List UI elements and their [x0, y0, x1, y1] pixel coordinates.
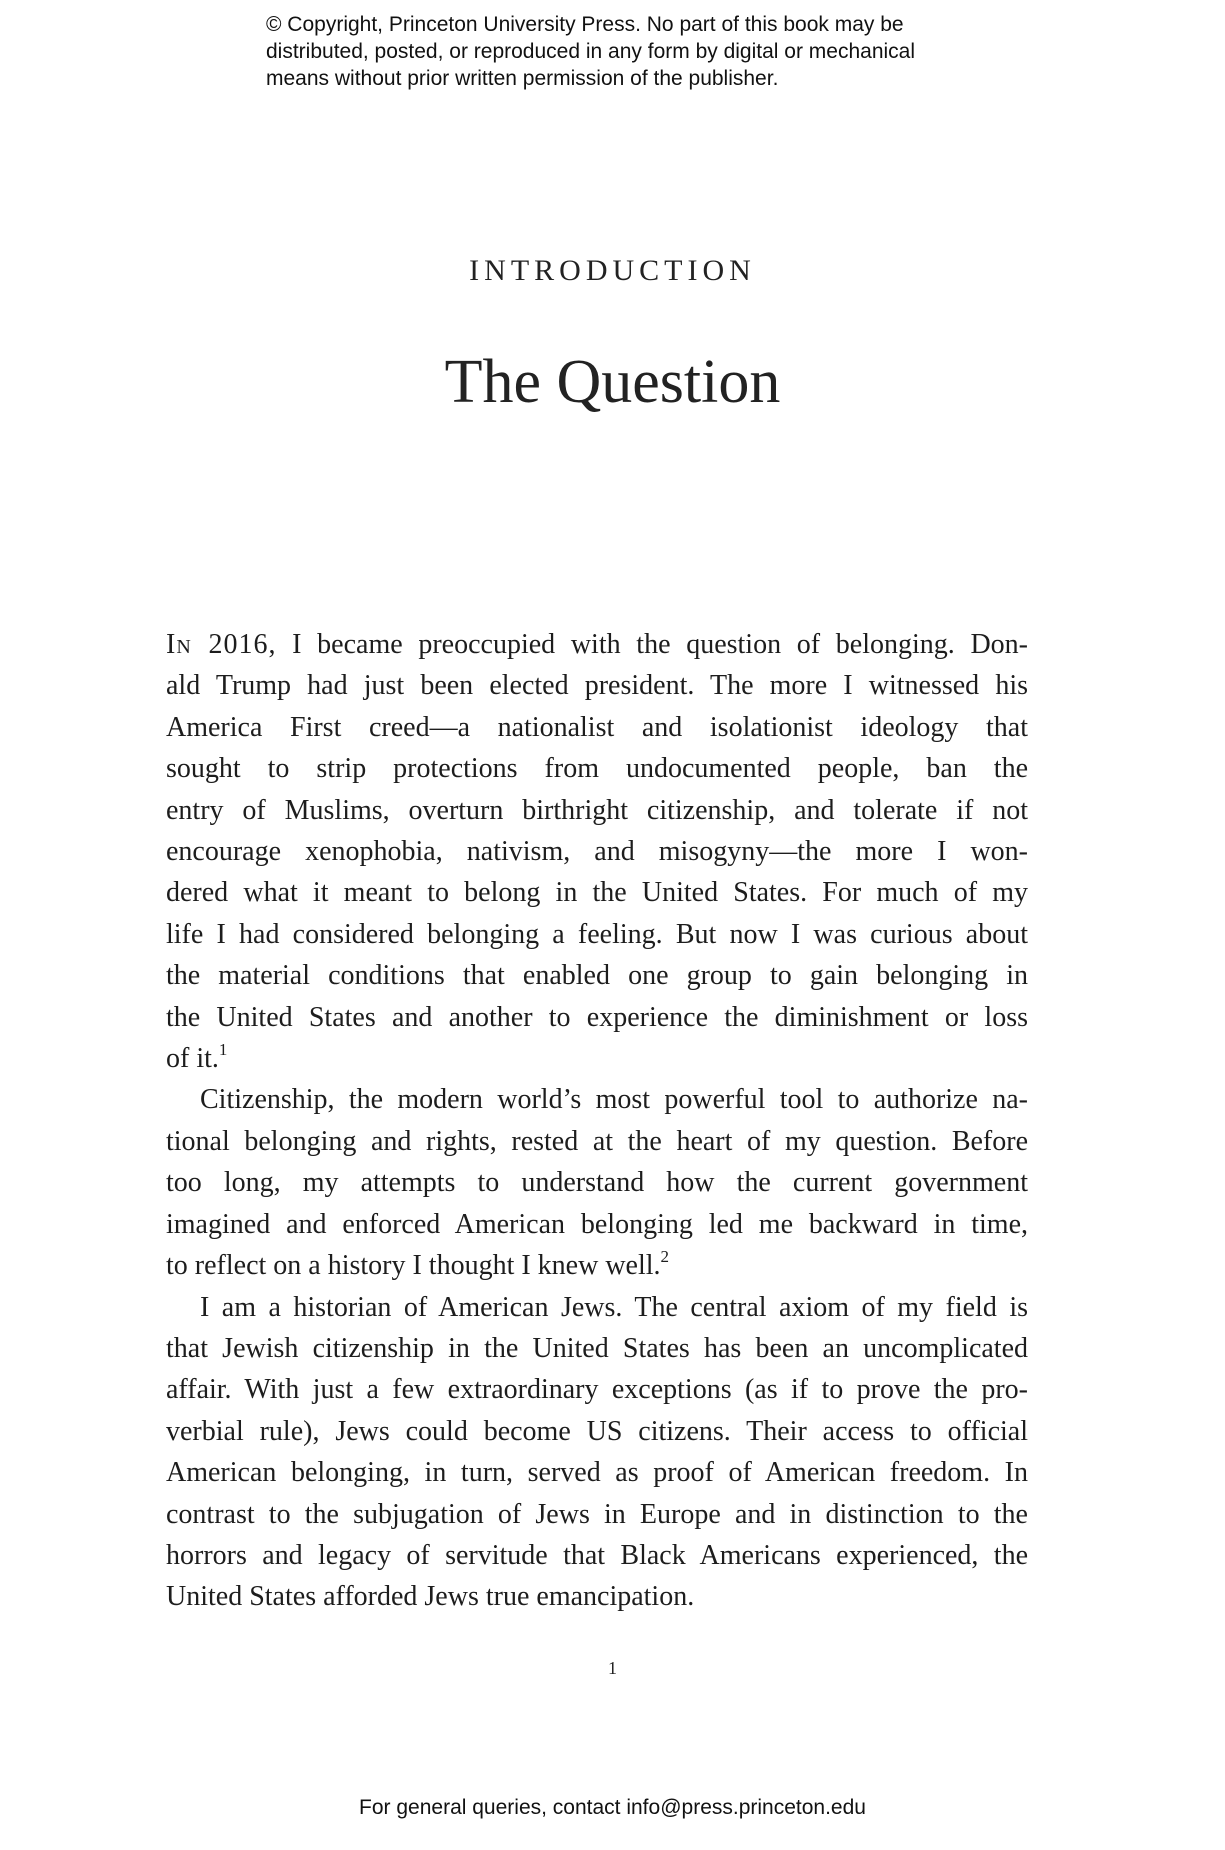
paragraph-2 — [166, 1079, 1028, 1286]
body-text — [166, 624, 1028, 1618]
copyright-notice — [266, 11, 1026, 92]
text-line: ald Trump had just been elected president. The more I witnessed his — [166, 670, 1028, 702]
text-line: the United States and another to experience the diminishment or loss — [166, 1001, 1028, 1033]
text-line: sought to strip protections from undocumented people, ban the — [166, 753, 1028, 785]
text-line: too long, my attempts to understand how the current government — [166, 1167, 1028, 1199]
copyright-line: © Copyright, Princeton University Press. No part of this book may be — [266, 13, 904, 36]
text-line: entry of Muslims, overturn birthright citizenship, and tolerate if not — [166, 794, 1028, 826]
text-run: to reflect on a history I thought I knew well. — [166, 1250, 661, 1282]
text-line: Citizenship, the modern world’s most powerful tool to authorize na- — [200, 1084, 1028, 1116]
text-run: of it. — [166, 1043, 219, 1075]
lead-in: In 2016, — [166, 629, 277, 660]
text-line: American belonging, in turn, served as proof of American freedom. In — [166, 1457, 1028, 1489]
text-line: contrast to the subjugation of Jews in Europe and in distinction to the — [166, 1498, 1028, 1530]
chapter-title: The Question — [444, 348, 781, 416]
text-line: I am a historian of American Jews. The central axiom of my field is — [200, 1291, 1028, 1323]
footnote-ref[interactable]: 1 — [218, 1040, 228, 1060]
text-line: that Jewish citizenship in the United States has been an uncomplicated — [166, 1332, 1028, 1364]
text-line — [166, 1245, 1028, 1286]
page-number: 1 — [608, 1658, 617, 1678]
copyright-line: means without prior written permission of the publisher. — [266, 67, 779, 90]
chapter-label: INTRODUCTION — [469, 254, 756, 287]
text-line — [166, 1038, 1028, 1079]
text-line: horrors and legacy of servitude that Black Americans experienced, the — [166, 1539, 1028, 1571]
text-line: dered what it meant to belong in the United States. For much of my — [166, 877, 1028, 909]
paragraph-1 — [166, 624, 1028, 1079]
paragraph-3 — [166, 1287, 1028, 1618]
text-line: America First creed—a nationalist and isolationist ideology that — [166, 711, 1028, 743]
text-line: imagined and enforced American belonging led me backward in time, — [166, 1208, 1028, 1240]
footer-contact: For general queries, contact info@press.princeton.edu — [359, 1796, 866, 1819]
text-line: United States afforded Jews true emancipation. — [166, 1581, 695, 1613]
text-line — [166, 624, 1028, 665]
text-run: I became preoccupied with the question of belonging. Don- — [276, 629, 1028, 660]
text-line: the material conditions that enabled one group to gain belonging in — [166, 960, 1028, 992]
text-line: verbial rule), Jews could become US citizens. Their access to official — [166, 1415, 1028, 1447]
text-line: tional belonging and rights, rested at the heart of my question. Before — [166, 1125, 1028, 1157]
copyright-line: distributed, posted, or reproduced in any form by digital or mechanical — [266, 40, 916, 63]
text-line: encourage xenophobia, nativism, and misogyny—the more I won- — [166, 836, 1028, 868]
text-line: affair. With just a few extraordinary exceptions (as if to prove the pro- — [166, 1374, 1028, 1406]
footnote-ref[interactable]: 2 — [660, 1247, 670, 1267]
text-line: life I had considered belonging a feeling. But now I was curious about — [166, 918, 1028, 950]
